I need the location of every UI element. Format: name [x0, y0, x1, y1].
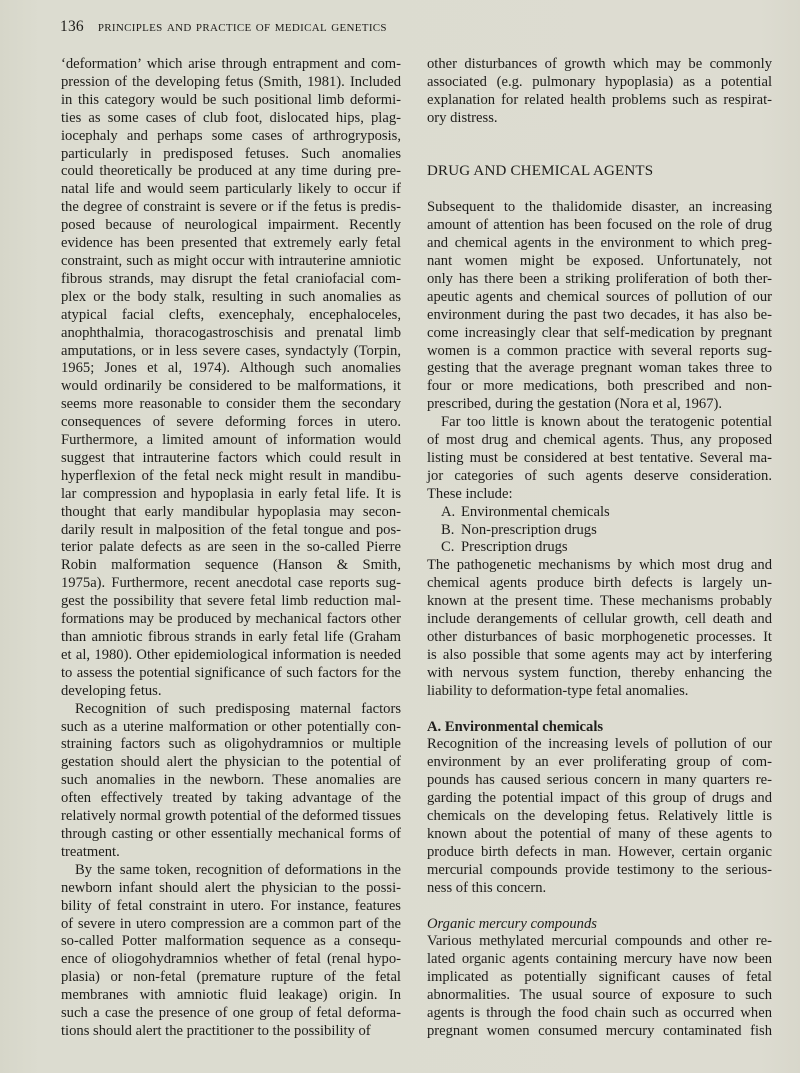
spacer — [427, 128, 772, 146]
text-line: Far too little is known about the teratogenic potential — [441, 414, 772, 431]
text-line: treatment. — [61, 843, 120, 860]
text-line: other disturbances of basic morphogenetic processes. It — [427, 629, 772, 645]
section-heading-drug-chemical-agents: DRUG AND CHEMICAL AGENTS — [427, 163, 654, 180]
text-line: relatively normal growth potential of the deformed tissues — [61, 808, 401, 825]
text-line: the degree of constraint is severe or if the fetus is predis- — [61, 199, 401, 216]
text-line: amputations, or in less severe cases, syndactyly (Torpin, — [61, 342, 401, 359]
text-line: garding the potential impact of this group of drugs and — [427, 790, 772, 807]
text-line: fibrous strands, may disrupt the fetal craniofacial com- — [61, 270, 401, 287]
text-line: tions should alert the practitioner to the possibility of — [61, 1022, 371, 1039]
text-line: thought that early mandibular hypoplasia may secon- — [61, 503, 401, 520]
text-line: gesting that the average pregnant woman takes three to — [427, 360, 772, 377]
category-marker: C. — [441, 539, 455, 556]
text-line: anophthalmia, thoracogastroschisis and prenatal limb — [61, 324, 401, 341]
spacer — [427, 898, 772, 916]
subsection-heading-environmental-chemicals: A. Environmental chemicals — [427, 718, 604, 735]
text-line: known about the potential of many of these agents to — [427, 825, 772, 842]
text-line: mercurial compounds provide testimony to the serious- — [427, 861, 772, 878]
category-item-a — [427, 504, 772, 522]
agent-category-list — [427, 504, 772, 558]
text-line: other disturbances of growth which may be commonly — [427, 56, 772, 72]
text-line: four or more medications, both prescribed and non- — [427, 378, 772, 395]
text-line: could theoretically be produced at any time during pre- — [61, 163, 401, 180]
text-line: darily result in malposition of the fetal tongue and pos- — [61, 521, 401, 538]
category-label: Environmental chemicals — [461, 503, 610, 520]
text-line: pregnant women consumed mercury contaminated fish — [427, 1022, 772, 1039]
text-line: through casting or other essentially mechanical forms of — [61, 825, 401, 842]
text-line: atypical facial clefts, exencephaly, encephaloceles, — [61, 306, 401, 323]
category-item-b — [427, 522, 772, 540]
paragraph-newborn-deformations — [61, 862, 401, 1041]
paragraph-pathogenetic-mechanisms — [427, 557, 772, 700]
text-line: lar compression and hypoplasia in early fetal life. It is — [61, 485, 401, 502]
text-line: developing fetus. — [61, 682, 162, 699]
text-line: abnormalities. The usual source of exposure to such — [427, 987, 772, 1004]
text-line: explanation for related health problems such as respirat- — [427, 91, 772, 108]
text-line: bility of fetal constraint in utero. For instance, features — [61, 897, 401, 914]
category-label: Non-prescription drugs — [461, 521, 597, 538]
text-line: membranes with amniotic fluid leakage) origin. In — [61, 987, 401, 1004]
paragraph-growth-disturbances — [427, 56, 772, 128]
page-number: 136 — [60, 18, 84, 35]
text-line: ties as some cases of club foot, dislocated hips, plag- — [61, 109, 401, 126]
text-line: implicated as potentially significant causes of fetal — [427, 969, 772, 986]
text-line: liability to deformation-type fetal anomalies. — [427, 682, 689, 699]
text-line: women is a common practice with several reports sug- — [427, 342, 772, 359]
text-line: such anomalies in the newborn. These anomalies are — [61, 772, 401, 789]
text-line: with nervous system function, thereby enhancing the — [427, 664, 772, 681]
text-line: posed because of neurological impairment. Recently — [61, 217, 401, 234]
text-line: ness of this concern. — [427, 879, 547, 896]
text-line: formations may be produced by mechanical factors other — [61, 611, 401, 628]
text-line: include derangements of cellular growth, cell death and — [427, 611, 772, 628]
category-label: Prescription drugs — [461, 539, 568, 556]
text-line: gestation should alert the physician to the potential of — [61, 754, 401, 771]
text-line: amount of attention has been focused on the role of drug — [427, 217, 772, 234]
book-title: principles and practice of medical genetics — [97, 18, 387, 35]
text-line: Subsequent to the thalidomide disaster, an increasing — [427, 199, 772, 216]
spacer — [427, 701, 772, 719]
text-line: plasia) or non-fetal (premature rupture of the fetal — [61, 969, 401, 986]
paragraph-deformation-continued — [61, 56, 401, 701]
text-line: The pathogenetic mechanisms by which most drug and — [427, 557, 772, 574]
text-line: 1975a). Furthermore, recent anecdotal case reports sug- — [61, 575, 401, 592]
text-line: natal life and would seem particularly likely to occur if — [61, 181, 401, 198]
text-line: Various methylated mercurial compounds and other re- — [427, 933, 772, 950]
text-line: so-called Potter malformation sequence as a consequ- — [61, 933, 401, 950]
text-line: come increasingly clear that self-medication by pregnant — [427, 324, 772, 341]
text-line: produce birth defects in man. However, certain organic — [427, 843, 772, 860]
text-line: to assess the potential significance of such factors for the — [61, 664, 401, 681]
text-line: agents is through the food chain such as occurred when — [427, 1005, 772, 1022]
paragraph-teratogenic-potential — [427, 414, 772, 504]
text-line: evidence has been presented that extremely early fetal — [61, 235, 401, 252]
text-line: These include: — [427, 485, 513, 502]
spacer — [427, 146, 772, 164]
text-line: plex or the body stalk, resulting in such anomalies as — [61, 288, 401, 305]
text-line: listing must be considered at best tentative. Several ma- — [427, 449, 772, 466]
paragraph-maternal-factors — [61, 701, 401, 862]
category-marker: B. — [441, 521, 455, 538]
text-line: and chemical agents in the environment to which preg- — [427, 235, 772, 252]
text-line: ory distress. — [427, 109, 498, 126]
text-line: of severe in utero compression are a common part of the — [61, 915, 401, 932]
left-column — [61, 56, 401, 1041]
text-line: gest the possibility that severe fetal limb reduction mal- — [61, 593, 401, 610]
text-line: By the same token, recognition of deformations in the — [75, 861, 401, 878]
text-line: Robin malformation sequence (Hanson & Smith, — [61, 557, 401, 574]
text-line: associated (e.g. pulmonary hypoplasia) as a potential — [427, 73, 772, 90]
text-line: ‘deformation’ which arise through entrapment and com- — [61, 56, 401, 72]
text-line: environment during the past two decades, it has also be- — [427, 306, 772, 323]
text-line: apeutic agents and chemical sources of pollution of our — [427, 288, 772, 305]
text-line: chemicals on the developing fetus. Relatively little is — [427, 808, 772, 825]
text-line: nant women might be exposed. Unfortunately, not — [427, 252, 772, 269]
text-line: environment by an ever proliferating group of com- — [427, 754, 772, 771]
text-line: Furthermore, a limited amount of information would — [61, 432, 401, 449]
text-line: seems more reasonable to consider them the secondary — [61, 396, 401, 413]
text-line: lated organic agents containing mercury have now been — [427, 951, 772, 968]
text-line: pounds has caused serious concern in many quarters re- — [427, 772, 772, 789]
text-line: chemical agents produce birth defects is largely un- — [427, 575, 772, 592]
text-line: such a case the presence of one group of fetal deforma- — [61, 1005, 401, 1022]
text-line: suggest that intrauterine factors which could result in — [61, 449, 401, 466]
text-line: Recognition of the increasing levels of pollution of our — [427, 736, 772, 753]
text-line: constraint, such as might occur with intrauterine amniotic — [61, 252, 401, 269]
text-line: particularly in predisposed fetuses. Such anomalies — [61, 145, 401, 162]
text-line: known at the present time. These mechanisms probably — [427, 593, 772, 610]
running-head — [60, 18, 387, 36]
text-line: 1965; Jones et al, 1974). Although such anomalies — [61, 360, 401, 377]
text-line: prescribed, during the gestation (Nora et al, 1967). — [427, 396, 723, 413]
text-line: in this category would be such positional limb deformi- — [61, 91, 401, 108]
text-line: ence of oliogohydramnios whether of fetal (renal hypo- — [61, 951, 401, 968]
text-line: than amniotic fibrous strands in early fetal life (Graham — [61, 629, 401, 645]
text-line: pression of the developing fetus (Smith, 1981). Included — [61, 73, 401, 90]
text-line: would ordinarily be considered to be malformations, it — [61, 378, 401, 395]
paragraph-thalidomide — [427, 199, 772, 414]
spacer — [427, 181, 772, 199]
text-line: iocephaly and perhaps some cases of arthrogryposis, — [61, 127, 401, 144]
category-item-c — [427, 539, 772, 557]
text-line: often effectively treated by taking advantage of the — [61, 790, 401, 807]
right-column — [427, 56, 772, 1041]
text-line: consequences of severe deforming forces in utero. — [61, 414, 401, 431]
text-line: hyperflexion of the fetal neck might result in mandibu- — [61, 467, 401, 484]
subsubsection-heading-organic-mercury: Organic mercury compounds — [427, 915, 597, 932]
paragraph-mercury-compounds — [427, 933, 772, 1040]
text-line: of most drug and chemical agents. Thus, any proposed — [427, 432, 772, 449]
text-line: terior palate defects as are seen in the so-called Pierre — [61, 539, 401, 556]
text-line: Recognition of such predisposing maternal factors — [75, 700, 401, 717]
text-line: newborn infant should alert the physician to the possi- — [61, 879, 401, 896]
text-line: is also possible that some agents may act by interfering — [427, 646, 772, 663]
category-marker: A. — [441, 503, 456, 520]
text-line: only has there been a striking proliferation of both ther- — [427, 270, 772, 287]
text-line: et al, 1980). Other epidemiological information is needed — [61, 646, 401, 663]
text-line: straining factors such as oligohydramnios or multiple — [61, 736, 401, 753]
text-line: jor categories of such agents deserve consideration. — [427, 467, 772, 484]
paragraph-pollution — [427, 736, 772, 897]
text-line: such as a uterine malformation or other potentially con- — [61, 718, 401, 735]
